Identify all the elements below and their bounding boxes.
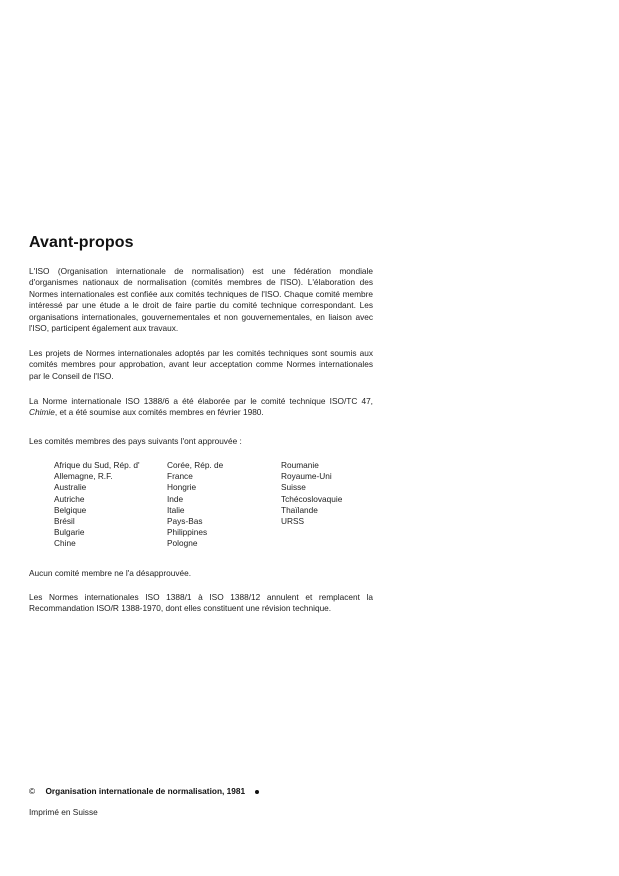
country-item: Italie [167, 504, 185, 515]
paragraph-iso-intro: L'ISO (Organisation internationale de normalisation) est une fédération mondiale d'organismes nationaux de normalisation (comités membres de l'ISO). L'élaboration des Normes internationales est confiée aux comités techniques de l'ISO. Chaque comité membre intéressé par une étude a le droit de faire partie du comité technique correspondant. Les organisations internationales, gouvernementales et non gouvernementales, en liaison avec l'ISO, participent également aux travaux. [29, 266, 373, 334]
paragraph-approving-members: Les comités membres des pays suivants l'ont approuvée : [29, 436, 242, 446]
page-title: Avant-propos [29, 234, 134, 251]
country-item: Hongrie [167, 482, 197, 493]
country-item: Inde [167, 493, 184, 504]
copyright-footer [29, 786, 259, 796]
country-item: Australie [54, 482, 87, 493]
country-item: Pays-Bas [167, 516, 203, 527]
country-list-column-2 [167, 460, 223, 550]
paragraph-standard-origin [29, 396, 373, 419]
paragraph-draft-approval: Les projets de Normes internationales adoptés par les comités techniques sont soumis aux comités membres pour approbation, avant leur acceptation comme Normes internationales par le Conseil de l'ISO. [29, 348, 373, 381]
country-item: Chine [54, 538, 76, 549]
country-item: Philippines [167, 527, 208, 538]
country-item: Suisse [281, 482, 306, 493]
paragraph-standard-origin-start: La Norme internationale ISO 1388/6 a été élaborée par le comité technique ISO/TC 47, [29, 396, 373, 406]
paragraph-replacement: Les Normes internationales ISO 1388/1 à ISO 1388/12 annulent et remplacent la Recommandation ISO/R 1388-1970, dont elles constituent une révision technique. [29, 592, 373, 614]
country-item: Pologne [167, 538, 198, 549]
country-item: Autriche [54, 493, 85, 504]
country-item: Afrique du Sud, Rép. d' [54, 460, 140, 470]
committee-name: Chimie [29, 407, 55, 418]
country-item: Allemagne, R.F. [54, 471, 113, 482]
country-item: Belgique [54, 504, 87, 515]
country-item: France [167, 471, 193, 482]
country-item: Corée, Rép. de [167, 460, 224, 470]
paragraph-no-disapproval: Aucun comité membre ne l'a désapprouvée. [29, 568, 192, 578]
country-list-column-1 [54, 460, 140, 550]
country-item: URSS [281, 516, 305, 527]
country-item: Thaïlande [281, 504, 318, 515]
country-item: Brésil [54, 516, 75, 527]
copyright-symbol: © [29, 786, 36, 796]
country-list-column-3 [281, 460, 342, 527]
country-item: Bulgarie [54, 527, 85, 538]
country-item: Roumanie [281, 460, 319, 470]
copyright-organization: Organisation internationale de normalisation, 1981 [45, 786, 246, 796]
bullet-icon [255, 790, 259, 794]
paragraph-standard-origin-end: , et a été soumise aux comités membres en février 1980. [54, 407, 264, 418]
country-item: Tchécoslovaquie [281, 493, 343, 504]
printed-in-note: Imprimé en Suisse [29, 807, 98, 817]
country-item: Royaume-Uni [281, 471, 332, 482]
